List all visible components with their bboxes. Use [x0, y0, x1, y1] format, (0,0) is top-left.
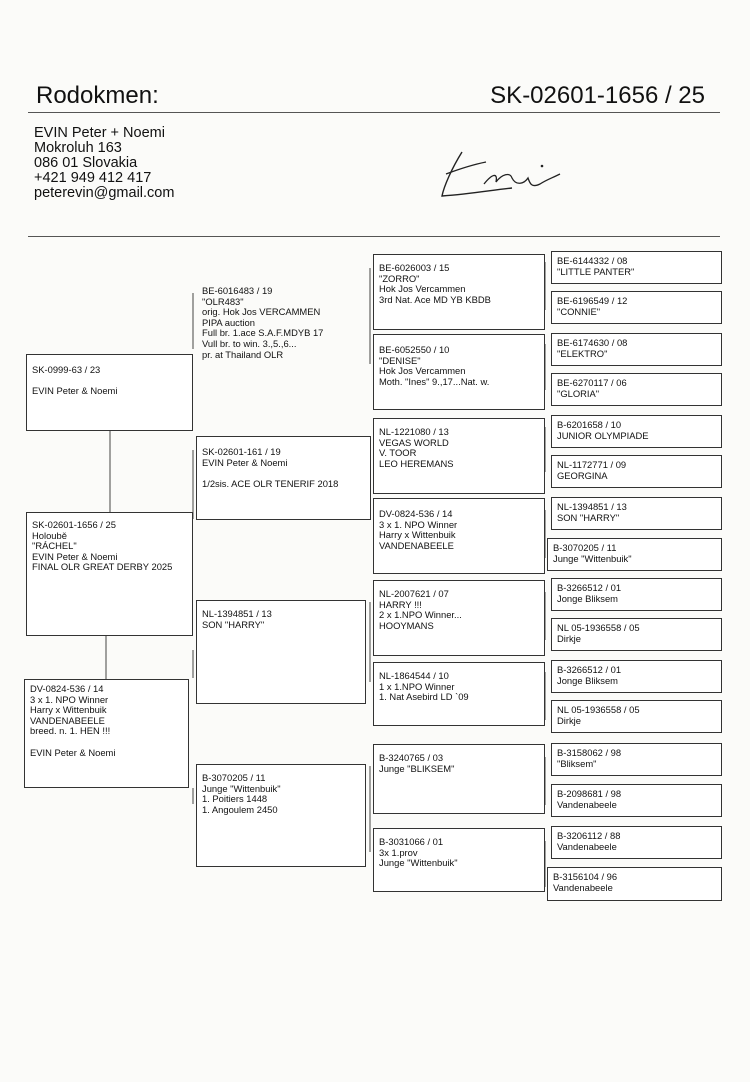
- page-title: Rodokmen:: [36, 82, 159, 109]
- ggp-box-3: NL-1221080 / 13 VEGAS WORLD V. TOOR LEO HEREMANS: [373, 418, 545, 494]
- owner-street: Mokroluh 163: [34, 140, 122, 156]
- owner-name: EVIN Peter + Noemi: [34, 125, 165, 141]
- gggp-box-7: NL-1394851 / 13 SON "HARRY": [551, 497, 722, 530]
- pedigree-id: SK-02601-1656 / 25: [490, 82, 705, 109]
- gggp-box-6: NL-1172771 / 09 GEORGINA: [551, 455, 722, 488]
- gggp-box-12: NL 05-1936558 / 05 Dirkje: [551, 700, 722, 733]
- sire-owner: EVIN Peter & Noemi: [32, 385, 118, 397]
- gggp-box-10: NL 05-1936558 / 05 Dirkje: [551, 618, 722, 651]
- gggp-box-9: B-3266512 / 01 Jonge Bliksem: [551, 578, 722, 611]
- gggp-box-8: B-3070205 / 11 Junge "Wittenbuik": [547, 538, 722, 571]
- dam-box: DV-0824-536 / 14 3 x 1. NPO Winner Harry x Wittenbuik VANDENABEELE breed. n. 1. HEN !!! EVIN Peter & Noemi: [24, 679, 189, 788]
- sire-sire-box: BE-6016483 / 19 "OLR483" orig. Hok Jos VERCAMMEN PIPA auction Full br. 1.ace S.A.F.MDYB 17 Vull br. to win. 3.,5.,6... pr. at Thailand OLR: [202, 285, 324, 360]
- sire-box: [26, 354, 193, 431]
- gggp-box-13: B-3158062 / 98 "Bliksem": [551, 743, 722, 776]
- gggp-box-5: B-6201658 / 10 JUNIOR OLYMPIADE: [551, 415, 722, 448]
- ggp-box-4: DV-0824-536 / 14 3 x 1. NPO Winner Harry x Wittenbuik VANDENABEELE: [373, 498, 545, 574]
- ggp-box-1: BE-6026003 / 15 "ZORRO" Hok Jos Vercammen 3rd Nat. Ace MD YB KBDB: [373, 254, 545, 330]
- gggp-box-4: BE-6270117 / 06 "GLORIA": [551, 373, 722, 406]
- gggp-box-16: B-3156104 / 96 Vandenabeele: [547, 867, 722, 901]
- dam-ring: DV-0824-536 / 14: [30, 683, 104, 694]
- owner-email: peterevin@gmail.com: [34, 185, 175, 201]
- sire-dam-box: SK-02601-161 / 19 EVIN Peter & Noemi 1/2sis. ACE OLR TENERIF 2018: [196, 436, 371, 520]
- gggp-box-1: BE-6144332 / 08 "LITTLE PANTER": [551, 251, 722, 284]
- subject-name: "RÁCHEL": [32, 540, 77, 552]
- dam-owner: EVIN Peter & Noemi: [30, 746, 116, 758]
- sire-ring: SK-0999-63 / 23: [32, 364, 101, 375]
- subject-box: [26, 512, 193, 636]
- ggp-box-6: NL-1864544 / 10 1 x 1.NPO Winner 1. Nat Asebird LD `09: [373, 662, 545, 726]
- gggp-box-2: BE-6196549 / 12 "CONNIE": [551, 291, 722, 324]
- ggp-box-7: B-3240765 / 03 Junge "BLIKSEM": [373, 744, 545, 814]
- ggp-box-5: NL-2007621 / 07 HARRY !!! 2 x 1.NPO Winner... HOOYMANS: [373, 580, 545, 656]
- owner-city: 086 01 Slovakia: [34, 155, 138, 171]
- gggp-box-15: B-3206112 / 88 Vandenabeele: [551, 826, 722, 859]
- gggp-box-11: B-3266512 / 01 Jonge Bliksem: [551, 660, 722, 693]
- subject-ring: SK-02601-1656 / 25: [32, 519, 116, 530]
- gggp-box-14: B-2098681 / 98 Vandenabeele: [551, 784, 722, 817]
- gggp-box-3: BE-6174630 / 08 "ELEKTRO": [551, 333, 722, 366]
- ggp-box-8: B-3031066 / 01 3x 1.prov Junge "Wittenbuik": [373, 828, 545, 892]
- dam-dam-box: B-3070205 / 11 Junge "Wittenbuik" 1. Poitiers 1448 1. Angoulem 2450: [196, 764, 366, 867]
- dam-sire-box: NL-1394851 / 13 SON "HARRY": [196, 600, 366, 704]
- subject-result: FINAL OLR GREAT DERBY 2025: [32, 561, 173, 573]
- subject-owner: EVIN Peter & Noemi: [32, 550, 118, 562]
- ggp-box-2: BE-6052550 / 10 "DENISE" Hok Jos Vercammen Moth. "Ines" 9.,17...Nat. w.: [373, 334, 545, 410]
- owner-phone: +421 949 412 417: [34, 170, 152, 186]
- subject-sex: Holoubě: [32, 529, 67, 541]
